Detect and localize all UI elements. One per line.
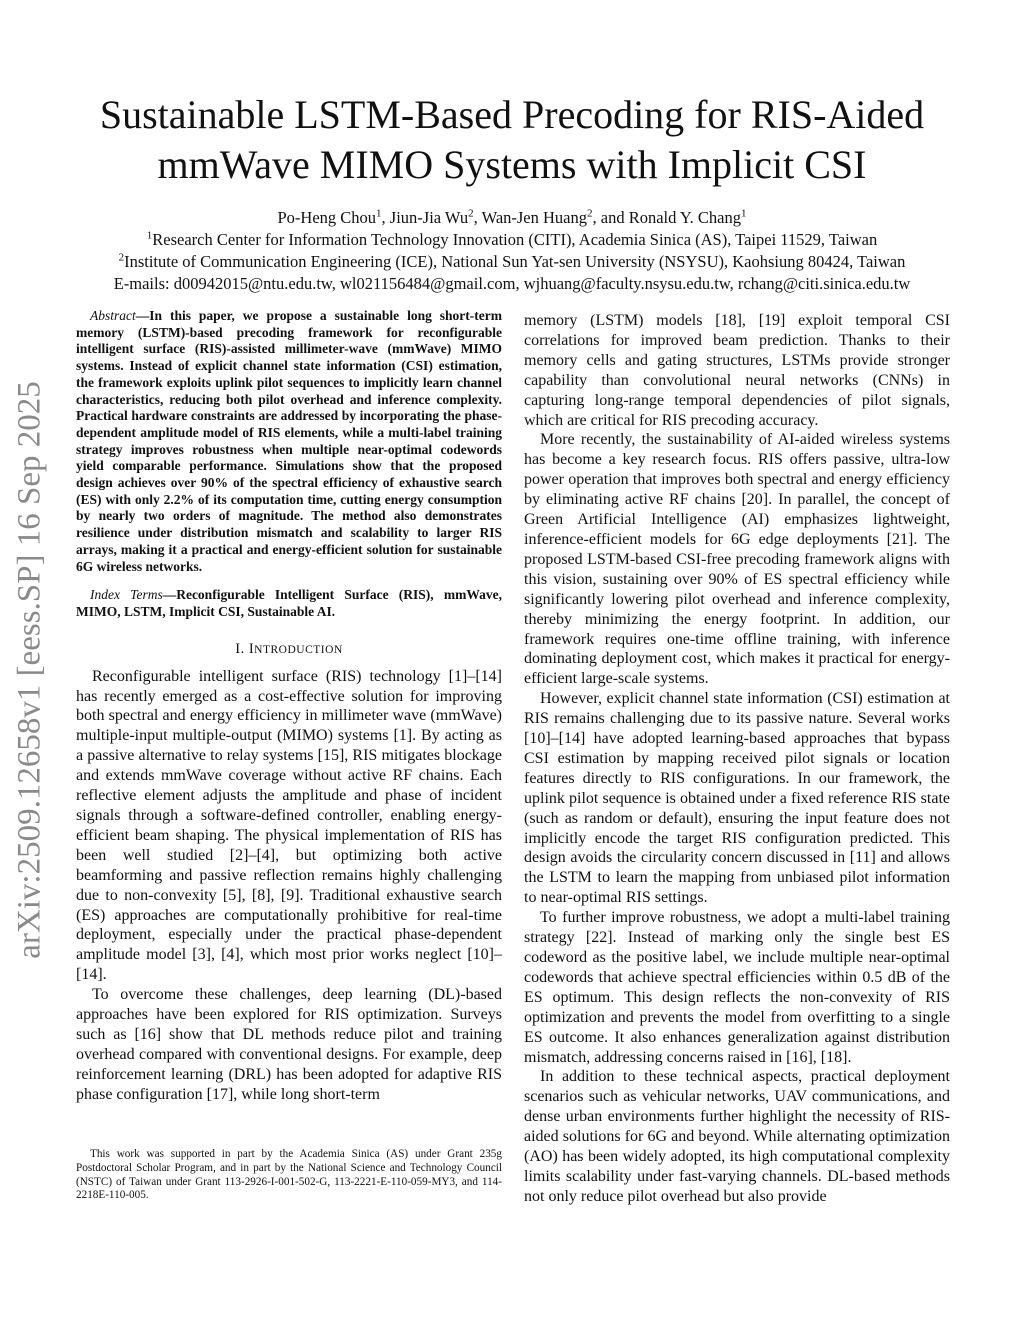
- left-column: [76, 308, 502, 1105]
- affiliation-1-mark: 1: [146, 229, 153, 242]
- author-2-affiliation-mark: 2: [468, 207, 474, 220]
- title-line-1: Sustainable LSTM-Based Precoding for RIS-Aided: [99, 92, 925, 137]
- intro-paragraph-4: However, explicit channel state information (CSI) estimation at RIS remains challenging due to its passive nature. Several works [10]–[14] have adopted learning-based approaches that bypass CSI estimation by mapping received pilot signals or location features directly to RIS configurations. In our framework, the uplink pilot sequence is obtained under a fixed reference RIS state (such as random or default), ensuring the input feature does not implicitly encode the target RIS configuration predicted. This design avoids the circularity concern discussed in [11] and allows the LSTM to learn the mapping from unbiased pilot information to near-optimal RIS settings.: [524, 690, 950, 907]
- affiliation-1: [70, 229, 954, 251]
- abstract-label: Abstract: [90, 308, 136, 323]
- author-1-affiliation-mark: 1: [376, 207, 382, 220]
- author-4-affiliation-mark: 1: [741, 207, 747, 220]
- abstract: [76, 308, 502, 575]
- affiliation-2-mark: 2: [118, 251, 125, 264]
- affiliation-1-text: Research Center for Information Technology Innovation (CITI), Academia Sinica (AS), Taipei 11529, Taiwan: [152, 230, 878, 249]
- intro-paragraph-3: More recently, the sustainability of AI-aided wireless systems has become a key research focus. RIS offers passive, ultra-low power operation that improves both spectral and energy efficiency by eliminating active RF chains [20]. In parallel, the concept of Green Artificial Intelligence (AI) emphasizes lightweight, inference-efficient models for 6G edge deployments [21]. The proposed LSTM-based CSI-free precoding framework aligns with this vision, sustaining over 90% of ES spectral efficiency while significantly lowering pilot overhead and inference complexity, thereby minimizing the energy footprint. In addition, our framework requires one-time offline training, with inference dominating deployment cost, which makes it practical for energy-efficient large-scale systems.: [524, 431, 950, 688]
- author-1: Po-Heng Chou: [277, 208, 377, 227]
- abstract-text: —In this paper, we propose a sustainable long short-term memory (LSTM)-based precoding framework for reconfigurable intelligent surface (RIS)-assisted millimeter-wave (mmWave) MIMO systems. Instead of explicit channel state information (CSI) estimation, the framework exploits uplink pilot sequences to implicitly learn channel characteristics, reducing both pilot overhead and inference complexity. Practical hardware constraints are addressed by incorporating the phase-dependent amplitude model of RIS elements, while a multi-label training strategy improves robustness when multiple near-optimal codewords yield comparable performance. Simulations show that the proposed design achieves over 90% of the spectral efficiency of exhaustive search (ES) with only 2.2% of its computation time, cutting energy consumption by nearly two orders of magnitude. The method also demonstrates resilience under distribution mismatch and scalability to larger RIS arrays, making it a practical and energy-efficient solution for sustainable 6G wireless networks.: [76, 308, 502, 574]
- author-3-affiliation-mark: 2: [587, 207, 593, 220]
- author-3: Wan-Jen Huang: [481, 208, 587, 227]
- funding-footnote: This work was supported in part by the Academia Sinica (AS) under Grant 235g Postdoctoral Scholar Program, and in part by the National Science and Technology Council (NSTC) of Taiwan under Grant 113-2926-I-001-502-G, 113-2221-E-110-059-MY3, and 114-2218E-110-005.: [76, 1148, 502, 1202]
- affiliation-2: [70, 251, 954, 273]
- author-block: [70, 207, 954, 295]
- author-names: Po-Heng Chou$^1$, Jiun-Jia Wu$^2$, Wan-Jen Huang$^2$, and Ronald Y. Chang$^1$: [277, 207, 747, 227]
- intro-paragraph-2-continued: memory (LSTM) models [18], [19] exploit temporal CSI correlations for improved beam prediction. Thanks to their memory cells and gating structures, LSTMs provide stronger capability than convolutional neural networks (CNNs) in capturing long-range temporal dependencies of pilot signals, which are critical for RIS precoding accuracy.: [524, 312, 950, 429]
- intro-paragraph-6: In addition to these technical aspects, practical deployment scenarios such as vehicular networks, UAV communications, and dense urban environments further highlight the necessity of RIS-aided solutions for 6G and beyond. While alternating optimization (AO) has been widely adopted, its high computational complexity limits scalability under fast-varying channels. DL-based methods not only reduce pilot overhead but also provide: [524, 1068, 950, 1205]
- intro-paragraph-2: To overcome these challenges, deep learning (DL)-based approaches have been explored for RIS optimization. Surveys such as [16] show that DL methods reduce pilot and training overhead compared with conventional designs. For example, deep reinforcement learning (DRL) has been adopted for adaptive RIS phase configuration [17], while long short-term: [76, 986, 502, 1103]
- index-terms-label: Index Terms: [90, 587, 163, 603]
- section-heading-introduction: I. INTRODUCTION: [235, 640, 343, 657]
- right-column: [524, 311, 950, 1207]
- affiliation-2-text: Institute of Communication Engineering (ICE), National Sun Yat-sen University (NSYSU), Kaohsiung 80424, Taiwan: [124, 252, 906, 271]
- title-line-2: mmWave MIMO Systems with Implicit CSI: [157, 142, 867, 187]
- paper-title: [70, 90, 954, 190]
- author-emails: E-mails: d00942015@ntu.edu.tw, wl021156484@gmail.com, wjhuang@faculty.nsysu.edu.tw, rchang@citi.sinica.edu.tw: [113, 274, 911, 293]
- index-terms: [76, 587, 502, 620]
- author-4: and Ronald Y. Chang: [600, 208, 741, 227]
- author-2: Jiun-Jia Wu: [389, 208, 469, 227]
- intro-paragraph-5: To further improve robustness, we adopt a multi-label training strategy [22]. Instead of marking only the single best ES codeword as the positive label, we include multiple near-optimal codewords that achieve spectral efficiencies within 0.5 dB of the ES optimum. This design reflects the non-convexity of RIS optimization and prevents the model from overfitting to a single ES outcome. It also enhances generalization against distribution mismatch, addressing concerns raised in [16], [18].: [524, 909, 950, 1066]
- arxiv-identifier-text: arXiv:2509.12658v1 [eess.SP] 16 Sep 2025: [11, 381, 48, 959]
- arxiv-identifier-stamp: [0, 365, 60, 975]
- index-terms-text: —Reconfigurable Intelligent Surface (RIS), mmWave, MIMO, LSTM, Implicit CSI, Sustainable AI.: [76, 587, 502, 619]
- intro-paragraph-1: Reconfigurable intelligent surface (RIS) technology [1]–[14] has recently emerged as a cost-effective solution for improving both spectral and energy efficiency in millimeter wave (mmWave) multiple-input multiple-output (MIMO) systems [1]. By acting as a passive alternative to relay systems [15], RIS mitigates blockage and extends mmWave coverage without active RF chains. Each reflective element adjusts the amplitude and phase of incident signals through a software-defined controller, enabling energy-efficient beam shaping. The physical implementation of RIS has been well studied [2]–[4], but optimizing both active beamforming and passive reflection remains highly challenging due to non-convexity [5], [8], [9]. Traditional exhaustive search (ES) approaches are computationally prohibitive for real-time deployment, especially under the practical phase-dependent amplitude model [3], [4], which most prior works neglect [10]–[14].: [76, 667, 502, 984]
